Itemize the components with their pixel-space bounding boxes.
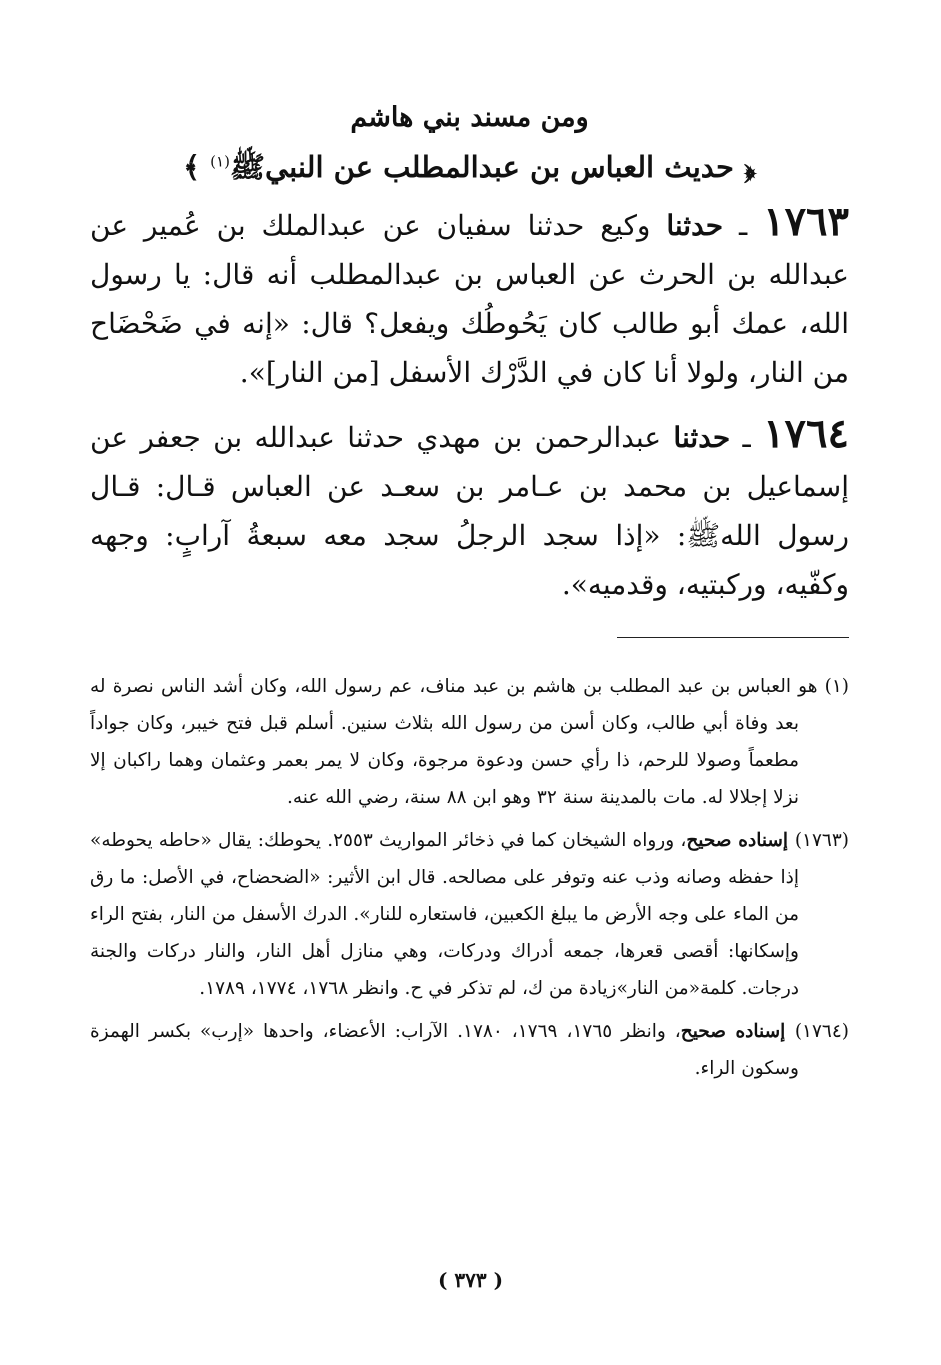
footnote-ref: (١): [824, 675, 849, 697]
hadith-1763: [90, 197, 849, 397]
footnote-text: هو العباس بن عبد المطلب بن هاشم بن عبد مناف، عم رسول الله، وكان أشد الناس نصرة له بعد وفاة أبي طالب، وكان أسن من رسول الله بثلاث سنين. أسلم قبل فتح خيبر، وكان جواداً مطعماً وصولا للرحم، ذا رأي حسن ودعوة مرجوة، وكان لا يمر بعمر وعثمان وهما راكبان إلا نزلا إجلالا له. مات بالمدينة سنة ٣٢ وهو ابن ٨٨ سنة، رضي الله عنه.: [90, 675, 825, 808]
hadith-number: ١٧٦٣: [763, 197, 850, 245]
hadith-1764: [90, 409, 849, 609]
hadith-text: عبدالرحمن بن مهدي حدثنا عبدالله بن جعفر عن إسماعيل بن محمد بن عـامر بن سعـد عن العباس قـال: قـال رسول اللهﷺ: «إذا سجد الرجلُ سجد معه سبعةُ آرابٍ: وجهه وكفّيه، وركبتيه، وقدميه».: [90, 420, 849, 601]
footnote-text: ، وانظر ١٧٦٥، ١٧٦٩، ١٧٨٠. الآراب: الأعضاء، واحدها «إرب» بكسر الهمزة وسكون الراء.: [90, 1020, 799, 1079]
footnote-divider: [617, 637, 849, 638]
footnote-text: ، ورواه الشيخان كما في ذخائر المواريث ٢٥٥٣. يحوطك: يقال «حاطه يحوطه» إذا حفظه وصانه وذب عنه وتوفر على مصالحه. قال ابن الأثير: «الضحضاح، في الأصل: ما رق من الماء على وجه الأرض ما يبلغ الكعبين، فاستعاره للنار». الدرك الأسفل من النار، بفتح الراء وإسكانها: أقصى قعرها، جمعه أدراك ودركات، وهي منازل أهل النار، والنار دركات والجنة درجات. كلمة«من النار»زيادة من ك، لم تذكر في ح. وانظر ١٧٦٨، ١٧٧٤، ١٧٨٩.: [90, 829, 799, 999]
subtitle-close-bracket: ﴾: [183, 150, 211, 185]
footnote-1763: [90, 822, 849, 1007]
hadith-number: ١٧٦٤: [763, 409, 849, 457]
hadith-separator: ـ: [723, 208, 764, 242]
page-number: ( ٣٧٣ ): [437, 1268, 504, 1292]
hadith-subtitle: [90, 149, 849, 187]
section-title: ومن مسند بني هاشم: [350, 102, 589, 133]
footnote-1764: [90, 1013, 849, 1087]
footnote-grade: إسناده صحيح: [680, 1020, 795, 1042]
hadith-separator: ـ: [730, 420, 764, 454]
footnote-grade: إسناده صحيح: [686, 829, 795, 851]
footnote-ref: (١٧٦٣): [794, 829, 849, 851]
footnote-ref: (١٧٦٤): [794, 1020, 850, 1042]
subtitle-text: ﴿ حديث العباس بن عبدالمطلب عن النبيﷺ: [229, 150, 756, 185]
footnote-1: [90, 668, 849, 816]
hadith-lead-word: حدثنا: [666, 208, 724, 242]
footnote-marker[interactable]: (١): [210, 152, 230, 171]
hadith-text: وكيع حدثنا سفيان عن عبدالملك بن عُمير عن عبدالله بن الحرث عن العباس بن عبدالمطلب أنه قال: يا رسول الله، عمك أبو طالب كان يَحُوطُك ويفعل؟ قال: «إنه في ضَحْضَاح من النار، ولولا أنا كان في الدَّرْك الأسفل [من النار]».: [90, 208, 849, 389]
hadith-lead-word: حدثنا: [673, 420, 731, 454]
